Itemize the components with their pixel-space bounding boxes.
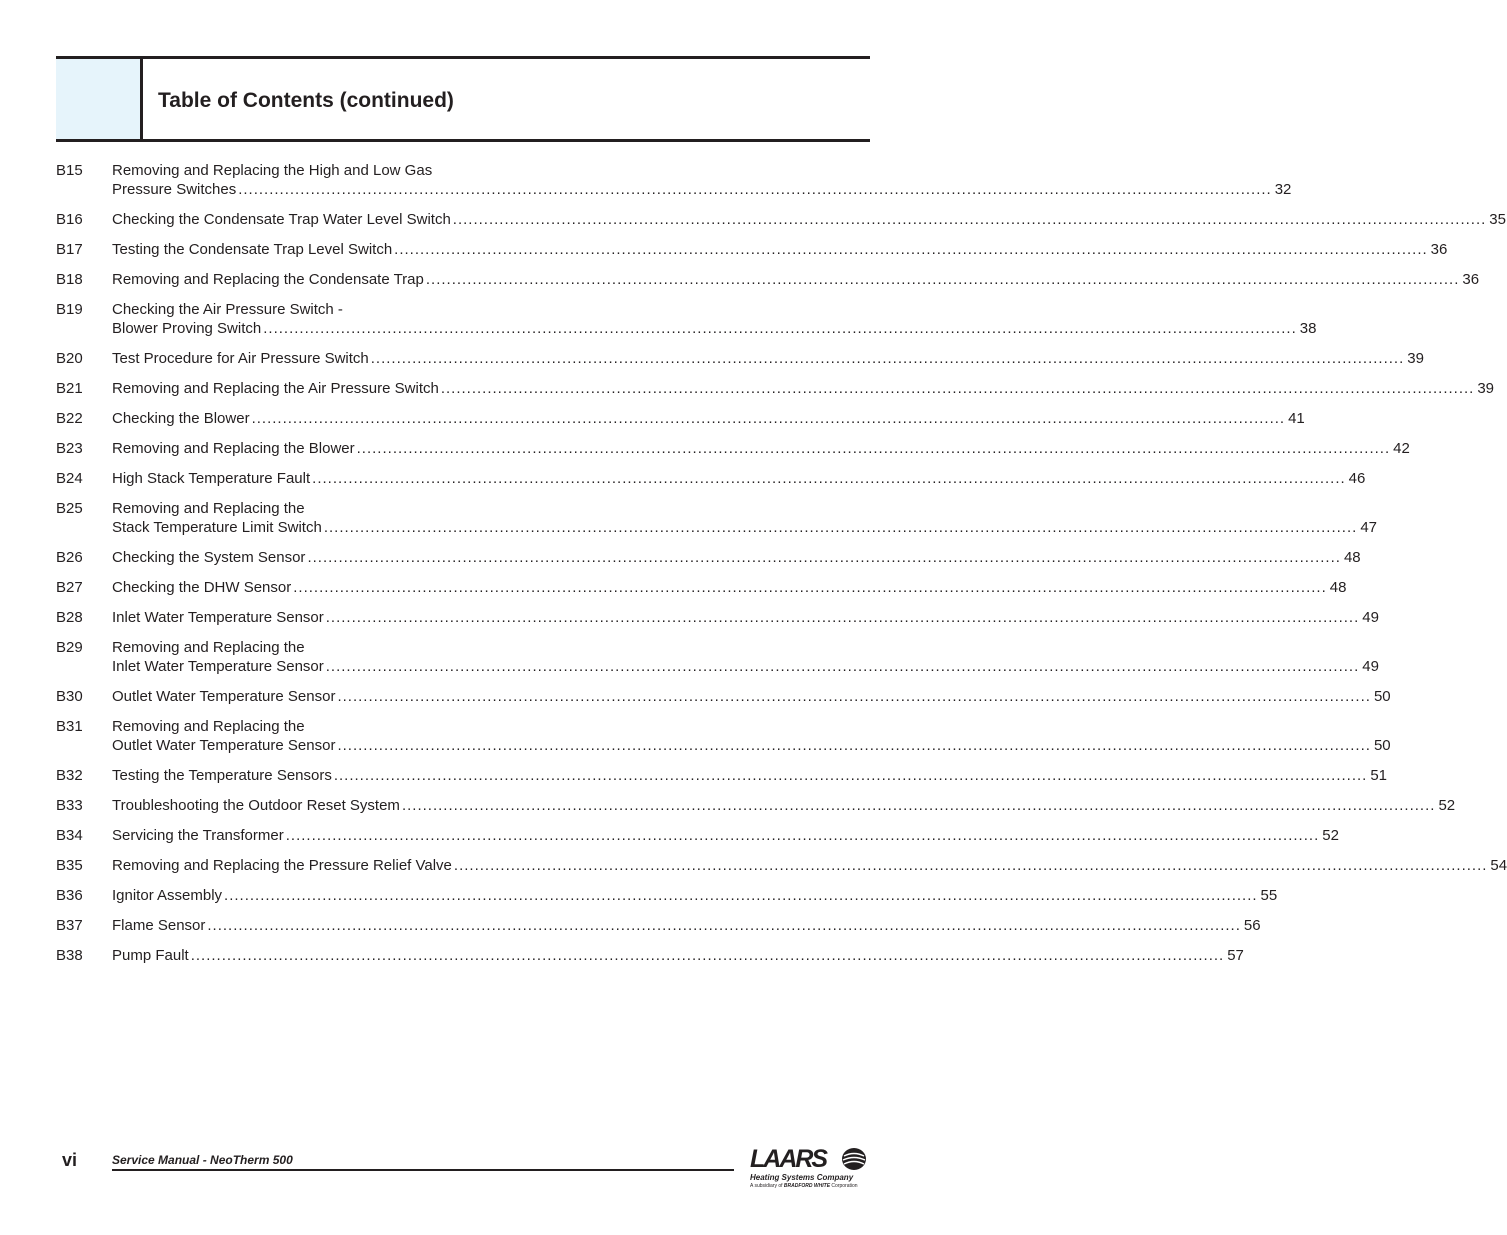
toc-entry-title-line: Removing and Replacing the Blower	[112, 440, 355, 457]
toc-entry-code: B15	[56, 162, 83, 179]
toc-entry-last-line	[112, 548, 1361, 567]
toc-entry-page-number: 36	[1462, 271, 1480, 288]
toc-entry-title	[112, 826, 1339, 845]
dot-leader: ........................................................................................................................................................................................................	[285, 827, 1320, 844]
toc-entry-code: B25	[56, 500, 83, 517]
dot-leader: ........................................................................................................................................................................................................	[325, 609, 1360, 626]
toc-entry	[56, 638, 1379, 676]
toc-entry-title	[112, 608, 1379, 627]
toc-entry-last-line	[112, 886, 1278, 905]
dot-leader: ........................................................................................................................................................................................................	[207, 917, 1241, 934]
toc-entry	[56, 826, 1339, 845]
toc-entry-title-line: Testing the Temperature Sensors	[112, 767, 332, 784]
toc-entry-page-number: 49	[1362, 658, 1379, 675]
toc-entry-title-line: Outlet Water Temperature Sensor	[112, 688, 336, 705]
toc-entry-page-number: 55	[1260, 887, 1278, 904]
toc-entry	[56, 946, 1244, 965]
toc-entry-last-line	[112, 469, 1366, 488]
toc-entry-page-number: 38	[1299, 320, 1317, 337]
toc-entry-page-number: 54	[1490, 857, 1507, 874]
toc-entry-title	[112, 687, 1391, 706]
toc-entry-page-number: 48	[1329, 579, 1347, 596]
toc-entry-code: B33	[56, 797, 83, 814]
toc-entry-page-number: 41	[1288, 410, 1305, 427]
dot-leader: ........................................................................................................................................................................................................	[323, 519, 1358, 536]
toc-entry-page-number: 57	[1227, 947, 1244, 964]
toc-entry	[56, 856, 1507, 875]
toc-entry-title	[112, 856, 1507, 875]
dot-leader: ........................................................................................................................................................................................................	[333, 767, 1368, 784]
dot-leader: ........................................................................................................................................................................................................	[224, 887, 1258, 904]
toc-entry-title	[112, 548, 1361, 567]
toc-entry-title-line: Ignitor Assembly	[112, 887, 223, 904]
laars-swirl-logo-icon	[841, 1147, 867, 1171]
toc-entry-title-line: Inlet Water Temperature Sensor	[112, 609, 324, 626]
toc-entry-last-line	[112, 240, 1448, 259]
toc-entry-page-number: 32	[1274, 181, 1292, 198]
dot-leader: ........................................................................................................................................................................................................	[440, 380, 1475, 397]
toc-entry-title	[112, 946, 1244, 965]
toc-entry-title	[112, 300, 1317, 338]
toc-entry-page-number: 52	[1438, 797, 1456, 814]
toc-entry-title-line: Checking the System Sensor	[112, 549, 306, 566]
toc-entry-last-line	[112, 916, 1261, 935]
toc-entry-code: B16	[56, 211, 83, 228]
toc-entry-code: B29	[56, 639, 83, 656]
footer-manual-title: Service Manual - NeoTherm 500	[112, 1153, 293, 1167]
toc-entry	[56, 270, 1480, 289]
toc-entry-title-line: Test Procedure for Air Pressure Switch	[112, 350, 369, 367]
toc-entry-page-number: 49	[1362, 609, 1379, 626]
toc-entry-code: B36	[56, 887, 83, 904]
toc-entry-title	[112, 916, 1261, 935]
toc-entry-title-line: Servicing the Transformer	[112, 827, 284, 844]
dot-leader: ........................................................................................................................................................................................................	[394, 241, 1428, 258]
toc-entry	[56, 578, 1347, 597]
toc-entry-title	[112, 717, 1391, 755]
dot-leader: ........................................................................................................................................................................................................	[453, 857, 1488, 874]
toc-entry	[56, 608, 1379, 627]
toc-entry-code: B17	[56, 241, 83, 258]
dot-leader: ........................................................................................................................................................................................................	[312, 470, 1346, 487]
dot-leader: ........................................................................................................................................................................................................	[293, 579, 1327, 596]
toc-entry-last-line	[112, 608, 1379, 627]
toc-entry-last-line	[112, 379, 1495, 398]
dot-leader: ........................................................................................................................................................................................................	[238, 181, 1272, 198]
toc-entry-code: B18	[56, 271, 83, 288]
toc-entry-title	[112, 240, 1448, 259]
table-of-contents	[56, 161, 1507, 976]
toc-entry	[56, 300, 1317, 338]
logo-subsidiary-prefix: A subsidiary of	[750, 1183, 783, 1189]
toc-entry-title-line: Pressure Switches	[112, 181, 237, 198]
toc-entry-title	[112, 766, 1388, 785]
dot-leader: ........................................................................................................................................................................................................	[425, 271, 1460, 288]
toc-entry-title-line: Removing and Replacing the	[112, 639, 305, 656]
toc-entry-title-line: Removing and Replacing the Pressure Relief Valve	[112, 857, 452, 874]
toc-entry-page-number: 46	[1348, 470, 1366, 487]
header-tab-block	[56, 59, 143, 139]
toc-entry-title-line: Troubleshooting the Outdoor Reset System	[112, 797, 400, 814]
toc-entry-page-number: 39	[1477, 380, 1495, 397]
toc-entry-title-line: Flame Sensor	[112, 917, 206, 934]
toc-entry	[56, 469, 1366, 488]
toc-entry-title	[112, 270, 1480, 289]
toc-entry-page-number: 39	[1407, 350, 1424, 367]
dot-leader: ........................................................................................................................................................................................................	[337, 737, 1371, 754]
toc-entry-title	[112, 469, 1366, 488]
toc-entry-last-line	[112, 518, 1377, 537]
logo-subsidiary-brand: BRADFORD WHITE	[783, 1183, 831, 1189]
toc-entry-page-number: 50	[1373, 688, 1391, 705]
toc-entry-title	[112, 161, 1292, 199]
toc-entry-last-line	[112, 657, 1379, 676]
toc-entry	[56, 499, 1377, 537]
toc-entry-title	[112, 796, 1456, 815]
toc-entry-code: B32	[56, 767, 83, 784]
toc-entry-code: B38	[56, 947, 83, 964]
toc-entry	[56, 886, 1278, 905]
toc-entry-title	[112, 349, 1424, 368]
dot-leader: ........................................................................................................................................................................................................	[325, 658, 1360, 675]
toc-entry-last-line	[112, 439, 1410, 458]
toc-entry-title	[112, 886, 1278, 905]
toc-entry	[56, 240, 1448, 259]
footer-page-number: vi	[62, 1150, 78, 1170]
toc-entry	[56, 687, 1391, 706]
toc-entry	[56, 916, 1261, 935]
toc-entry-title	[112, 409, 1305, 428]
toc-entry-last-line	[112, 766, 1388, 785]
dot-leader: ........................................................................................................................................................................................................	[251, 410, 1286, 427]
toc-entry-title	[112, 499, 1377, 537]
toc-entry-last-line	[112, 736, 1391, 755]
toc-entry-code: B34	[56, 827, 83, 844]
toc-entry-title	[112, 578, 1347, 597]
dot-leader: ........................................................................................................................................................................................................	[307, 549, 1341, 566]
toc-entry-title-line: Checking the Air Pressure Switch -	[112, 301, 343, 318]
dot-leader: ........................................................................................................................................................................................................	[190, 947, 1225, 964]
dot-leader: ........................................................................................................................................................................................................	[263, 320, 1297, 337]
toc-entry-title-line: Removing and Replacing the Air Pressure Switch	[112, 380, 439, 397]
toc-entry-page-number: 56	[1243, 917, 1261, 934]
toc-entry-title	[112, 210, 1506, 229]
toc-entry-title	[112, 638, 1379, 676]
toc-entry-last-line	[112, 210, 1506, 229]
toc-entry	[56, 161, 1292, 199]
toc-entry-title-line: Checking the Blower	[112, 410, 250, 427]
toc-entry-code: B37	[56, 917, 83, 934]
toc-entry	[56, 439, 1410, 458]
toc-entry-title-line: Blower Proving Switch	[112, 320, 262, 337]
toc-entry-code: B35	[56, 857, 83, 874]
toc-entry-page-number: 47	[1360, 519, 1377, 536]
toc-entry	[56, 379, 1495, 398]
toc-entry-title-line: Removing and Replacing the	[112, 500, 305, 517]
toc-entry	[56, 409, 1305, 428]
toc-entry-code: B26	[56, 549, 83, 566]
toc-entry-code: B31	[56, 718, 83, 735]
toc-entry-title-line: Removing and Replacing the	[112, 718, 305, 735]
toc-entry-title-line: Checking the DHW Sensor	[112, 579, 292, 596]
toc-entry	[56, 717, 1391, 755]
toc-entry-last-line	[112, 319, 1317, 338]
toc-entry-code: B19	[56, 301, 83, 318]
toc-entry	[56, 548, 1361, 567]
toc-entry-last-line	[112, 180, 1292, 199]
toc-entry	[56, 210, 1506, 229]
toc-entry-code: B22	[56, 410, 83, 427]
toc-entry-title	[112, 379, 1495, 398]
toc-entry-code: B27	[56, 579, 83, 596]
toc-entry-title-line: Checking the Condensate Trap Water Level Switch	[112, 211, 451, 228]
toc-entry-code: B21	[56, 380, 83, 397]
dot-leader: ........................................................................................................................................................................................................	[452, 211, 1487, 228]
toc-entry-code: B30	[56, 688, 83, 705]
toc-entry-title-line: Testing the Condensate Trap Level Switch	[112, 241, 393, 258]
dot-leader: ........................................................................................................................................................................................................	[370, 350, 1405, 367]
toc-entry-last-line	[112, 826, 1339, 845]
dot-leader: ........................................................................................................................................................................................................	[337, 688, 1371, 705]
toc-entry-title-line: Outlet Water Temperature Sensor	[112, 737, 336, 754]
toc-entry-title-line: Removing and Replacing the High and Low Gas	[112, 162, 433, 179]
toc-entry-last-line	[112, 409, 1305, 428]
toc-entry-code: B20	[56, 350, 83, 367]
toc-entry-title-line: Stack Temperature Limit Switch	[112, 519, 322, 536]
toc-entry-last-line	[112, 578, 1347, 597]
toc-entry-code: B24	[56, 470, 83, 487]
toc-entry-code: B28	[56, 609, 83, 626]
toc-entry	[56, 766, 1388, 785]
dot-leader: ........................................................................................................................................................................................................	[356, 440, 1391, 457]
logo-tagline: Heating Systems Company	[750, 1173, 854, 1182]
logo-wordmark: LAARS	[750, 1145, 827, 1173]
toc-entry-page-number: 50	[1373, 737, 1391, 754]
toc-entry-title-line: Removing and Replacing the Condensate Trap	[112, 271, 424, 288]
toc-entry-last-line	[112, 796, 1456, 815]
toc-entry-page-number: 35	[1489, 211, 1506, 228]
toc-entry-page-number: 51	[1370, 767, 1388, 784]
footer-divider	[112, 1169, 734, 1171]
toc-entry-code: B23	[56, 440, 83, 457]
toc-entry-last-line	[112, 946, 1244, 965]
laars-logo	[748, 1146, 870, 1192]
logo-subsidiary-suffix: Corporation	[831, 1183, 858, 1189]
toc-entry-page-number: 48	[1343, 549, 1361, 566]
toc-entry-title-line: Inlet Water Temperature Sensor	[112, 658, 324, 675]
dot-leader: ........................................................................................................................................................................................................	[401, 797, 1436, 814]
toc-entry	[56, 796, 1456, 815]
toc-entry-title-line: High Stack Temperature Fault	[112, 470, 311, 487]
toc-entry-title-line: Pump Fault	[112, 947, 189, 964]
page-header	[56, 56, 870, 142]
toc-entry	[56, 349, 1424, 368]
toc-entry-last-line	[112, 270, 1480, 289]
toc-entry-page-number: 52	[1322, 827, 1339, 844]
toc-entry-last-line	[112, 349, 1424, 368]
toc-entry-last-line	[112, 856, 1507, 875]
toc-entry-title	[112, 439, 1410, 458]
toc-entry-last-line	[112, 687, 1391, 706]
logo-subsidiary	[750, 1183, 858, 1189]
page-title: Table of Contents (continued)	[158, 89, 454, 112]
toc-entry-page-number: 42	[1393, 440, 1410, 457]
toc-entry-page-number: 36	[1430, 241, 1448, 258]
